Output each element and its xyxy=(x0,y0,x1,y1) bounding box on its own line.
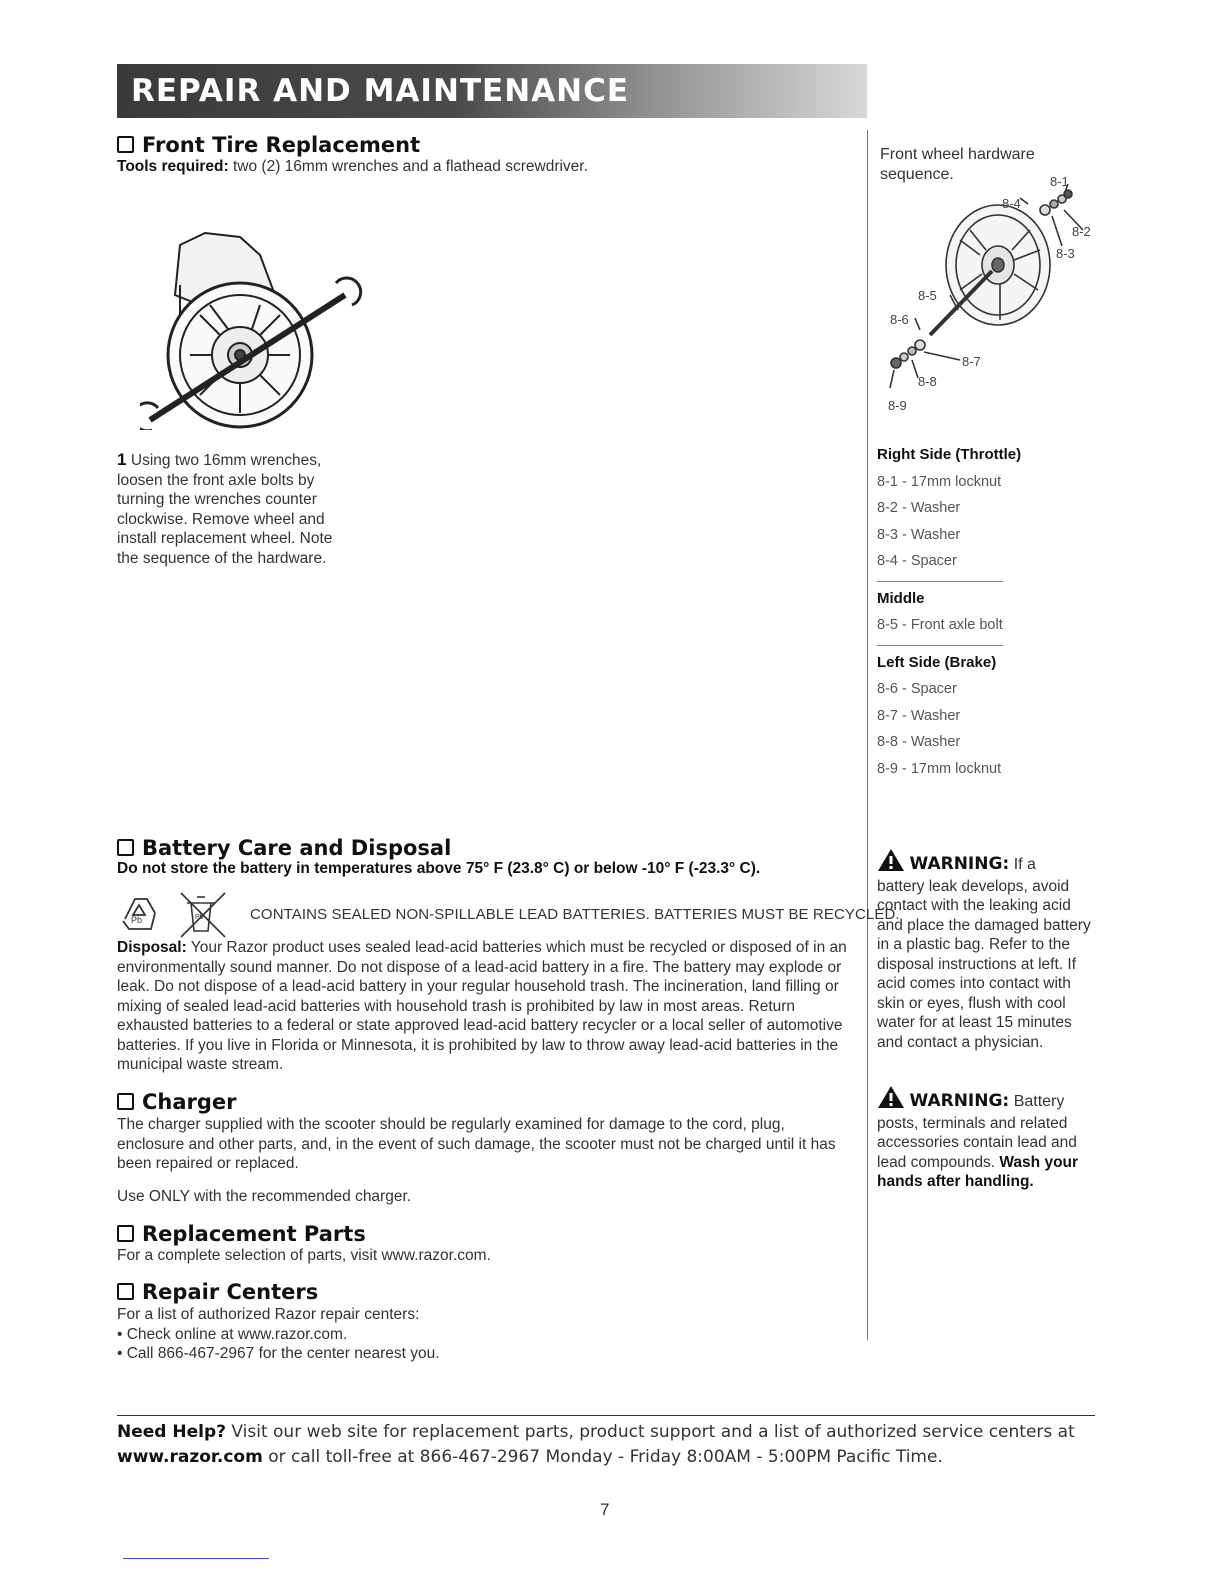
help-label: Need Help? xyxy=(117,1422,226,1442)
callout-8-4: 8-4 xyxy=(1002,196,1021,211)
section-banner xyxy=(117,64,867,118)
step-text: Using two 16mm wrenches, loosen the front axle bolts by turning the wrenches counter clockwise. Remove wheel and install replacement wheel. Note the sequence of the hardware. xyxy=(117,452,333,567)
contains-notice: CONTAINS SEALED NON-SPILLABLE LEAD BATTERIES. BATTERIES MUST BE RECYCLED. xyxy=(250,906,900,923)
warning-text: battery leak develops, avoid contact with the leaking acid and place the damaged battery in a plastic bag. Refer to the disposal instructions at left. If acid comes into contact with skin or eyes, flush with cool water for at least 15 minutes and contact a physician. xyxy=(877,877,1091,1051)
crossed-bin-icon xyxy=(181,893,225,937)
battery-heading xyxy=(117,836,451,860)
disposal-paragraph xyxy=(117,938,855,1075)
repair-bullet: • Check online at www.razor.com. xyxy=(117,1325,348,1343)
footer-rule xyxy=(117,1415,1095,1416)
charger-title: Charger xyxy=(142,1090,237,1114)
callout-8-7: 8-7 xyxy=(962,354,981,369)
callout-8-1: 8-1 xyxy=(1050,174,1069,189)
checkbox-icon xyxy=(117,136,134,153)
tools-label: Tools required: xyxy=(117,158,229,175)
callout-8-9: 8-9 xyxy=(888,398,907,413)
legend-item: 8-3 - Washer xyxy=(877,526,961,543)
front-tire-title: Front Tire Replacement xyxy=(142,133,421,157)
legend-item: 8-8 - Washer xyxy=(877,734,961,750)
page-number: 7 xyxy=(600,1500,610,1519)
warning-label: WARNING: xyxy=(909,1091,1010,1111)
legend-item: 8-5 - Front axle bolt xyxy=(877,617,1003,633)
warning-battery-leak xyxy=(877,848,1092,1052)
callout-8-6: 8-6 xyxy=(890,312,909,327)
warning-triangle-icon xyxy=(877,1085,905,1109)
checkbox-icon xyxy=(117,1283,134,1300)
checkbox-icon xyxy=(117,1225,134,1242)
recycle-pb-icon xyxy=(115,885,235,945)
pb-label: Pb xyxy=(131,915,143,925)
charger-text: The charger supplied with the scooter should be regularly examined for damage to the cord, plug, enclosure and other parts, and, in the event of such damage, the scooter must not be charged until it has been repaired or replaced. xyxy=(117,1116,836,1172)
warning-bold-text: Wash your hands after handling. xyxy=(877,1153,1079,1190)
checkbox-icon xyxy=(117,839,134,856)
website-link[interactable]: www.razor.com xyxy=(117,1447,263,1467)
charger-note: Use ONLY with the recommended charger. xyxy=(117,1188,412,1205)
callout-8-3: 8-3 xyxy=(1056,246,1075,261)
footer-help xyxy=(117,1420,1107,1470)
warning-triangle-icon xyxy=(877,848,905,872)
right-side-title: Right Side (Throttle) xyxy=(877,446,1022,463)
repair-bullet: • Call 866-467-2967 for the center nearest you. xyxy=(117,1345,440,1362)
disposal-text: Your Razor product uses sealed lead-acid batteries which must be recycled or disposed of in an environmentally sound manner. Do not dispose of a lead-acid battery in a fire. The battery may explode or leak. Do not dispose of a lead-acid battery in your regular household trash. The incineration, land filling or mixing of sealed lead-acid batteries with household trash is prohibited by law in most areas. Return exhausted batteries to a federal or state approved lead-acid battery recycler or a local seller of automotive batteries. If you live in Florida or Minnesota, it is prohibited by law to throw away lead-acid batteries in the municipal waste stream. xyxy=(117,939,847,1073)
legend-divider xyxy=(877,581,1003,582)
parts-heading xyxy=(117,1222,366,1246)
parts-title: Replacement Parts xyxy=(142,1222,366,1246)
disposal-label: Disposal: xyxy=(117,939,187,956)
battery-subtitle: Do not store the battery in temperatures above 75° F (23.8° C) or below -10° F (-23.3° C). xyxy=(117,860,761,877)
callout-8-2: 8-2 xyxy=(1072,224,1091,239)
warning-text: posts, terminals and related accessories contain lead and lead compounds. xyxy=(877,1114,1077,1171)
front-tire-heading xyxy=(117,133,420,157)
hardware-sequence-diagram xyxy=(880,170,1100,420)
warning-lead-compounds xyxy=(877,1085,1092,1192)
callout-8-8: 8-8 xyxy=(918,374,937,389)
hardware-legend xyxy=(877,442,1077,782)
wheel-wrench-illustration xyxy=(140,225,370,430)
step-1-block xyxy=(117,450,347,568)
legend-item: 8-1 - 17mm locknut xyxy=(877,473,1002,490)
repair-intro: For a list of authorized Razor repair centers: xyxy=(117,1306,420,1323)
legend-item: 8-4 - Spacer xyxy=(877,553,957,569)
warning-lead: If a xyxy=(1013,856,1036,873)
help-text: Visit our web site for replacement parts, product support and a list of authorized service centers at xyxy=(231,1422,1075,1442)
legend-item: 8-9 - 17mm locknut xyxy=(877,760,1002,777)
svg-text:Pb: Pb xyxy=(195,914,204,921)
banner-title: REPAIR AND MAINTENANCE xyxy=(131,73,630,109)
repair-title: Repair Centers xyxy=(142,1280,319,1304)
tools-line xyxy=(117,157,817,177)
repair-list xyxy=(117,1305,440,1364)
warning-label: WARNING: xyxy=(909,854,1010,874)
legend-item: 8-7 - Washer xyxy=(877,707,961,724)
battery-title: Battery Care and Disposal xyxy=(142,836,452,860)
middle-title: Middle xyxy=(877,589,925,607)
charger-heading xyxy=(117,1090,237,1114)
bottom-link-underline xyxy=(123,1558,269,1559)
tools-text: two (2) 16mm wrenches and a flathead screwdriver. xyxy=(232,158,588,175)
column-divider xyxy=(867,130,868,1340)
callout-8-5: 8-5 xyxy=(918,288,937,303)
checkbox-icon xyxy=(117,1093,134,1110)
help-phone-text: or call toll-free at 866-467-2967 Monday - Friday 8:00AM - 5:00PM Pacific Time. xyxy=(268,1447,943,1467)
step-number: 1 xyxy=(117,450,127,469)
legend-divider xyxy=(877,645,1003,646)
repair-heading xyxy=(117,1280,318,1304)
warning-lead: Battery xyxy=(1013,1093,1065,1110)
left-side-title: Left Side (Brake) xyxy=(877,653,997,671)
parts-text: For a complete selection of parts, visit www.razor.com. xyxy=(117,1247,491,1264)
hardware-caption: Front wheel hardware sequence. xyxy=(880,146,1035,183)
legend-item: 8-6 - Spacer xyxy=(877,681,957,697)
legend-item: 8-2 - Washer xyxy=(877,500,961,516)
